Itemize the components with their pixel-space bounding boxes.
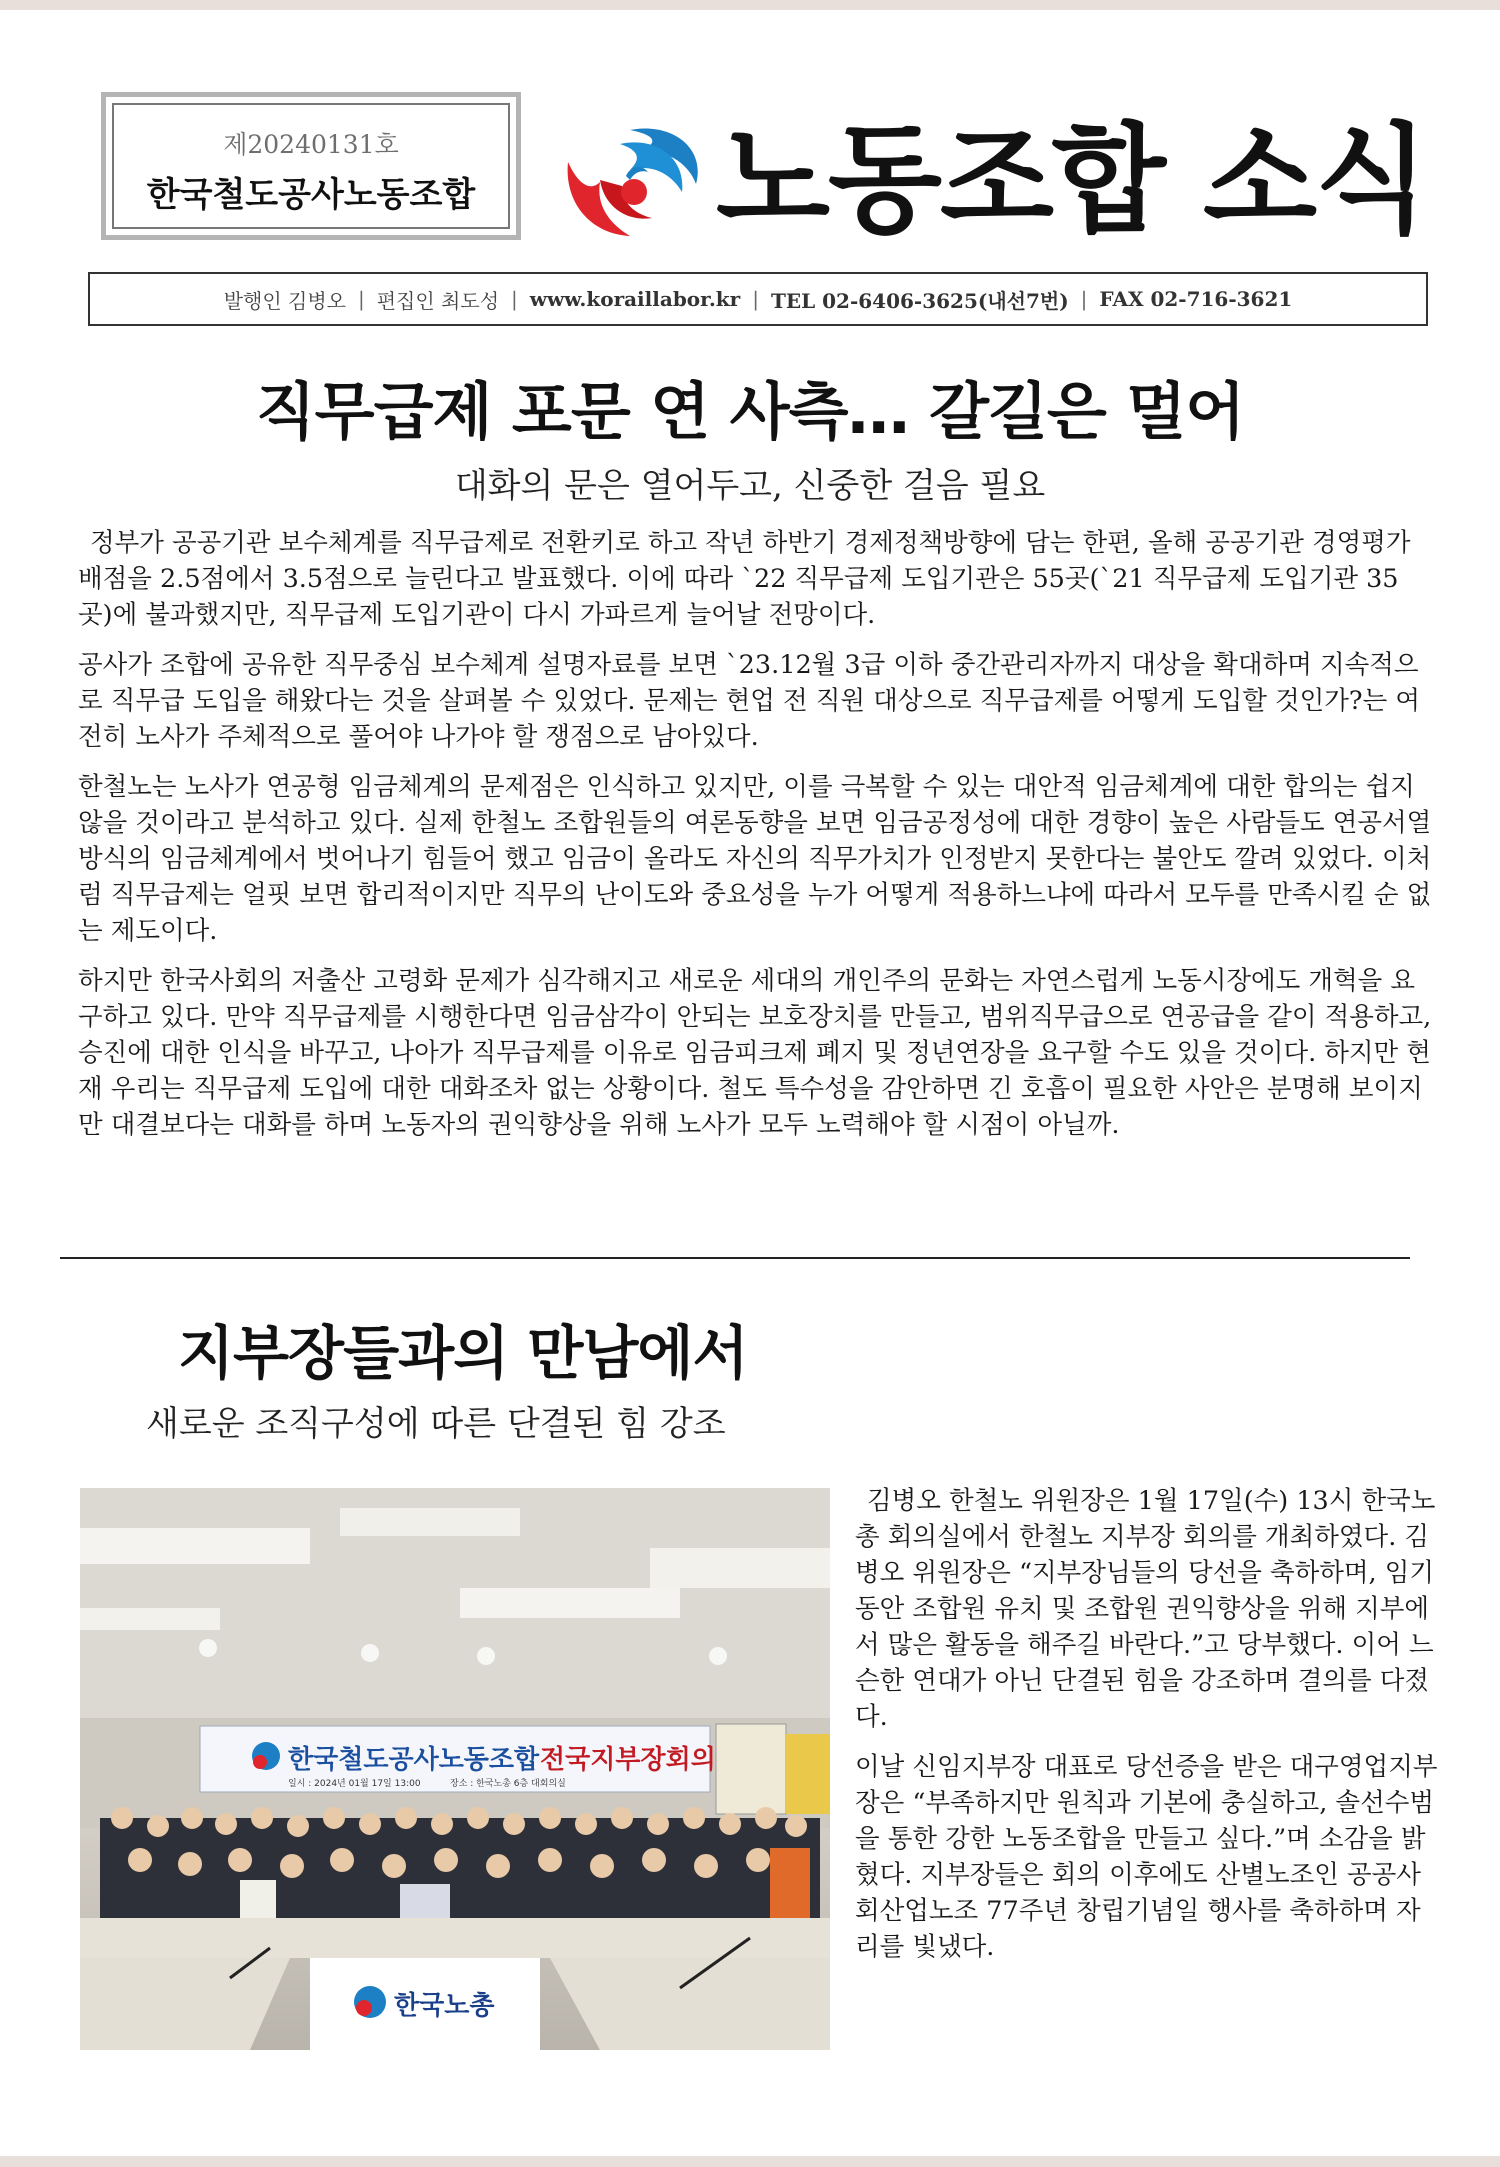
- issue-number: 제20240131호: [223, 130, 399, 159]
- article1-paragraph: 하지만 한국사회의 저출산 고령화 문제가 심각해지고 새로운 세대의 개인주의 문화는 자연스럽게 노동시장에도 개혁을 요구하고 있다. 만약 직무급제를 시행한다면 임금삼각이 안되는 보호장치를 만들고, 범위직무급으로 연공급을 같이 적용하고, 승진에 대한 인식을 바꾸고, 나아가 직무급제를 이유로 임금피크제 폐지 및 정년연장을 요구할 수도 있을 것이다. 하지만 현재 우리는 직무급제 도입에 대한 대화조차 없는 상황이다. 철도 특수성을 감안하면 긴 호흡이 필요한 사안은 분명해 보이지만 대결보다는 대화를 하며 노동자의 권익향상을 위해 노사가 모두 노력해야 할 시점이 아닐까.: [78, 966, 1432, 1140]
- article2-subhead: 새로운 조직구성에 따른 단결된 힘 강조: [146, 1404, 726, 1444]
- telephone: TEL 02-6406-3625(내선7번): [770, 288, 1069, 313]
- photo-banner-org: 한국철도공사노동조합: [288, 1745, 540, 1775]
- photo-banner-date: 일시 : 2024년 01월 17일 13:00: [288, 1779, 421, 1789]
- section-divider: [60, 1257, 1410, 1259]
- article2-body: [855, 1483, 1440, 1979]
- editor: 편집인 최도성: [376, 288, 500, 313]
- separator: |: [1080, 287, 1088, 311]
- fax: FAX 02-716-3621: [1099, 287, 1293, 311]
- website-link[interactable]: www.koraillabor.kr: [529, 287, 741, 311]
- article1-subhead: 대화의 문은 열어두고, 신중한 걸음 필요: [454, 466, 1046, 506]
- meeting-group-photo: [80, 1488, 830, 2050]
- separator: |: [752, 287, 759, 311]
- article1-body: [78, 525, 1433, 1157]
- photo-banner-place: 장소 : 한국노총 6층 대회의실: [450, 1779, 566, 1789]
- separator: |: [511, 287, 518, 311]
- article2-headline: 지부장들과의 만남에서: [178, 1319, 748, 1387]
- photo-podium-text: 한국노총: [394, 1991, 495, 2021]
- issue-box: [101, 92, 521, 240]
- separator: |: [357, 287, 365, 311]
- publisher: 발행인 김병오: [223, 288, 346, 313]
- meeting-photo-illustration: [80, 1488, 830, 2050]
- article1-headline: 직무급제 포문 연 사측… 갈길은 멀어: [255, 375, 1245, 448]
- article1-paragraph: 정부가 공공기관 보수체계를 직무급제로 전환키로 하고 작년 하반기 경제정책방향에 담는 한편, 올해 공공기관 경영평가 배점을 2.5점에서 3.5점으로 늘린다고 발표했다. 이에 따라 `22 직무급제 도입기관은 55곳(`21 직무급제 도입기관 35곳)에 불과했지만, 직무급제 도입기관이 다시 가파르게 늘어날 전망이다.: [78, 528, 1411, 630]
- photo-banner-event: 전국지부장회의: [540, 1745, 716, 1775]
- article2-paragraph: 김병오 한철노 위원장은 1월 17일(수) 13시 한국노총 회의실에서 한철노 지부장 회의를 개최하였다. 김병오 위원장은 “지부장님들의 당선을 축하하며, 임기동안 조합원 유치 및 조합원 권익향상을 위해 지부에서 많은 활동을 해주길 바란다.”고 당부했다. 이어 느슨한 연대가 아닌 단결된 힘을 강조하며 결의를 다졌다.: [855, 1486, 1436, 1732]
- article1-paragraph: 한철노는 노사가 연공형 임금체계의 문제점은 인식하고 있지만, 이를 극복할 수 있는 대안적 임금체계에 대한 합의는 쉽지 않을 것이라고 분석하고 있다. 실제 한철노 조합원들의 여론동향을 보면 임금공정성에 대한 경향이 높은 사람들도 연공서열 방식의 임금체계에서 벗어나기 힘들어 했고 임금이 올라도 자신의 직무가치가 인정받지 못한다는 불안도 깔려 있었다. 이처럼 직무급제는 얼핏 보면 합리적이지만 직무의 난이도와 중요성을 누가 어떻게 적용하느냐에 따라서 모두를 만족시킬 순 없는 제도이다.: [78, 772, 1432, 946]
- newsletter-page: [0, 10, 1500, 2156]
- masthead-title: 노동조합 소식: [716, 111, 1428, 249]
- union-swirl-logo-icon: [560, 122, 710, 242]
- article1-paragraph: 공사가 조합에 공유한 직무중심 보수체계 설명자료를 보면 `23.12월 3급 이하 중간관리자까지 대상을 확대하며 지속적으로 직무급 도입을 해왔다는 것을 살펴볼 수 있었다. 문제는 현업 전 직원 대상으로 직무급제를 어떻게 도입할 것인가?는 여전히 노사가 주체적으로 풀어야 나가야 할 쟁점으로 남아있다.: [78, 650, 1420, 752]
- union-name: 한국철도공사노동조합: [146, 175, 476, 215]
- publication-info-bar: [88, 272, 1428, 326]
- article2-paragraph: 이날 신임지부장 대표로 당선증을 받은 대구영업지부장은 “부족하지만 원칙과 기본에 충실하고, 솔선수범을 통한 강한 노동조합을 만들고 싶다.”며 소감을 밝혔다. 지부장들은 회의 이후에도 산별노조인 공공사회산업노조 77주년 창립기념일 행사를 축하하며 자리를 빛냈다.: [855, 1752, 1438, 1962]
